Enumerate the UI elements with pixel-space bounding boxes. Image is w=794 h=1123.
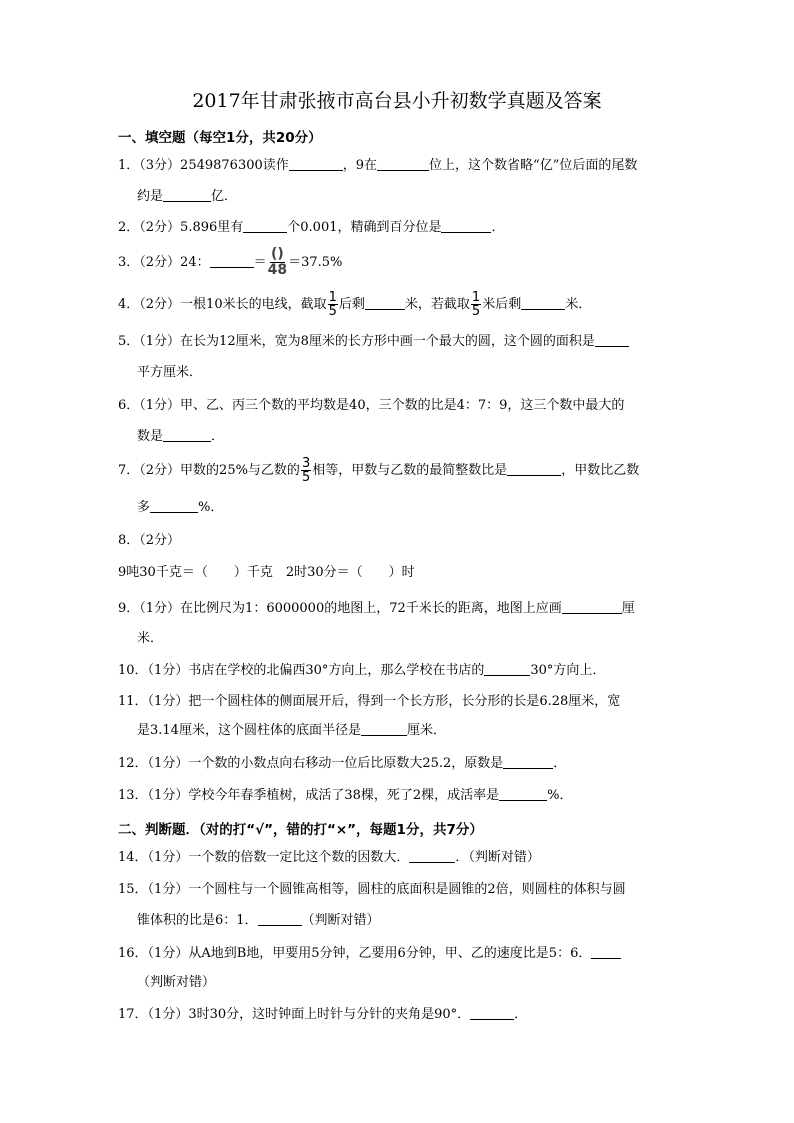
question-13: 13．（1分）学校今年春季植树，成活了38棵，死了2棵，成活率是 %． xyxy=(118,788,573,803)
answer-blank[interactable] xyxy=(210,253,254,268)
question-8-body: 9吨30千克＝（ ）千克 2时30分＝（ ）时 xyxy=(118,565,415,580)
question-15-cont: 锥体积的比是6：1． （判断对错） xyxy=(137,913,380,928)
answer-blank[interactable] xyxy=(365,295,405,310)
question-11: 11．（1分）把一个圆柱体的侧面展开后，得到一个长方形，长分形的长是6.28厘米，宽 xyxy=(118,694,621,709)
answer-blank[interactable] xyxy=(507,461,561,476)
answer-blank[interactable] xyxy=(562,599,622,614)
question-14: 14．（1分）一个数的倍数一定比这个数的因数大． ．（判断对错） xyxy=(118,850,540,865)
section-fill-in-heading: 一、填空题（每空1分，共20分） xyxy=(118,130,322,146)
question-16-cont: （判断对错） xyxy=(137,975,216,990)
question-7: 7．（2分）甲数的25%与乙数的 $\frac{3}{5}$ 相等，甲数与乙数的最简整数比是 ，甲数比乙数 xyxy=(118,456,640,485)
question-9-cont: 米． xyxy=(137,631,164,646)
question-12: 12．（1分）一个数的小数点向右移动一位后比原数大25.2，原数是 ． xyxy=(118,756,567,771)
question-17: 17．（1分）3时30分，这时钟面上时针与分针的夹角是90°． ． xyxy=(118,1007,528,1022)
question-6-cont: 数是 ． xyxy=(137,429,225,444)
question-7-cont: 多 %． xyxy=(137,500,224,515)
question-5-cont: 平方厘米． xyxy=(137,365,203,380)
question-2: 2．（2分）5.896里有 个0.001，精确到百分位是 ． xyxy=(118,220,505,235)
fraction: $\frac{()}{48}$ xyxy=(267,246,288,278)
answer-blank[interactable] xyxy=(499,786,547,801)
question-16: 16．（1分）从A地到B地，甲要用5分钟，乙要用6分钟，甲、乙的速度比是5：6． xyxy=(118,938,678,969)
answer-blank[interactable] xyxy=(595,332,629,347)
answer-blank[interactable] xyxy=(258,911,302,926)
answer-blank[interactable] xyxy=(163,187,211,202)
question-1-cont: 约是 亿． xyxy=(137,189,238,204)
answer-blank[interactable] xyxy=(243,218,287,233)
answer-blank[interactable] xyxy=(503,754,553,769)
question-6: 6．（1分）甲、乙、丙三个数的平均数是40，三个数的比是4：7：9，这三个数中最大的 xyxy=(118,398,625,413)
question-1: 1．（3分）2549876300读作 ，9在 位上，这个数省略“亿”位后面的尾数 xyxy=(118,158,638,173)
question-15: 15．（1分）一个圆柱与一个圆锥高相等，圆柱的底面积是圆锥的2倍，则圆柱的体积与圆 xyxy=(118,882,626,897)
answer-blank[interactable] xyxy=(484,661,530,676)
answer-blank[interactable] xyxy=(591,944,621,959)
fraction: $\frac{1}{5}$ xyxy=(471,290,481,319)
answer-blank[interactable] xyxy=(409,848,455,863)
fraction: $\frac{3}{5}$ xyxy=(301,456,311,485)
question-5: 5．（1分）在长为12厘米，宽为8厘米的长方形中画一个最大的圆，这个圆的面积是 xyxy=(118,326,678,357)
answer-blank[interactable] xyxy=(521,295,565,310)
section-judgement-heading: 二、判断题．（对的打“√”，错的打“×”，每题1分，共7分） xyxy=(118,822,483,838)
answer-blank[interactable] xyxy=(470,1005,514,1020)
fraction: $\frac{1}{5}$ xyxy=(328,290,337,319)
answer-blank[interactable] xyxy=(163,427,211,442)
question-9: 9．（1分）在比例尺为1：6000000的地图上，72千米长的距离，地图上应画 厘 xyxy=(118,601,635,616)
question-11-cont: 是3.14厘米，这个圆柱体的底面半径是 厘米． xyxy=(137,723,446,738)
page-title: 2017年甘肃张掖市高台县小升初数学真题及答案 xyxy=(192,90,602,112)
answer-blank[interactable] xyxy=(377,156,429,171)
answer-blank[interactable] xyxy=(150,498,198,513)
answer-blank[interactable] xyxy=(289,156,343,171)
answer-blank[interactable] xyxy=(441,218,491,233)
answer-blank[interactable] xyxy=(361,721,407,736)
question-4: 4．（2分）一根10米长的电线，截取 $\frac{1}{5}$ 后剩 米，若截取 $\frac{1}{5}$ 米后剩 米． xyxy=(118,290,592,319)
question-3: 3．（2分）24： ＝ $\frac{()}{48}$ ＝37.5% xyxy=(118,246,343,278)
question-10: 10．（1分）书店在学校的北偏西30°方向上，那么学校在书店的 30°方向上． xyxy=(118,663,606,678)
question-8: 8．（2分） xyxy=(118,533,181,548)
